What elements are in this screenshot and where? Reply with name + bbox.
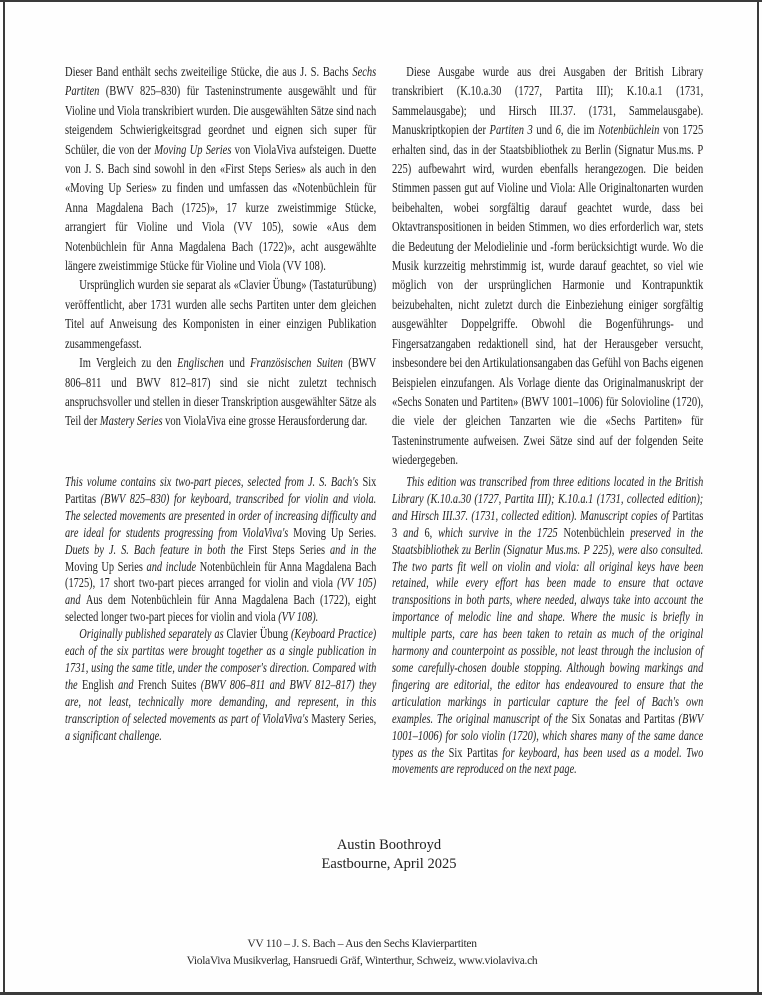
text-run: Englischen (177, 356, 224, 372)
text-run: Six Partitas (448, 744, 503, 760)
text-run: Partitas 3 (392, 507, 704, 540)
text-run: Sechs Partiten (65, 65, 377, 100)
text-run: a significant challenge. (65, 727, 162, 743)
text-run: (VV 108). (278, 609, 319, 625)
text-run: Französischen Suiten (250, 356, 343, 372)
text-run: von ViolaViva eine grosse Herausforderung dar. (162, 414, 368, 430)
english-column-right (392, 474, 705, 820)
text-run: (BWV 1001–1006) for solo violin (1720), which shares many of the same dance types as the (392, 710, 704, 760)
text-run: (BWV 806–811 and BWV 812–817) they are, not least, technically more demanding, and represent, in this transcription of selected movements as part of ViolaViva's (65, 676, 377, 726)
text-run: (BWV 825–830) for keyboard, transcribed for violin and viola. The selected movements are presented in order of increasing difficulty and are ideal for students progressing from ViolaViva's (65, 490, 377, 540)
paragraph (65, 626, 376, 744)
german-column-left (65, 63, 376, 474)
text-run: (BWV 806–811 und BWV 812–817) sind sie nicht zuletzt technisch anspruchsvoller und stellen in dieser Transkription ausgewählter Sätze als Teil der (65, 356, 377, 430)
text-run: (BWV 825–830) für Tasteninstrumente ausgewählt und für Violine und Viola transkribiert wurden. Die ausgewählten Sätze sind nach steigendem Schwierigkeitsgrad geordnet und eignen sich super für Schüler, die von der (65, 84, 377, 158)
text-run: preserved in the Staatsbibliothek zu Berlin (Signatur Mus.ms. P 225), were also consulted. The two parts fit well on violin and viola: all original keys have been retained, while every effort has been made to ensure that octave transpositions in both parts, where needed, always take into account the importance of melodic line and shape. Where the music is briefly in multiple parts, care has been taken to retain as much of the original harmony and counterpoint as possible, not least through the inclusion of some carefully-chosen double stopping. Although bowing markings and fingering are editorial, the editor has endeavoured to ensure that the articulation markings in particular capture the feel of Bach's own examples. The original manuscript of the (392, 524, 704, 726)
text-run: Partiten 3 (489, 123, 533, 139)
text-run: Six Partitas (65, 474, 377, 506)
english-column-left (65, 474, 376, 820)
scan-edge-top (0, 0, 762, 2)
paragraph (392, 63, 703, 471)
text-run: , die im (560, 123, 599, 139)
text-run: Six Sonatas and Partitas (571, 710, 679, 726)
text-run: 6 (555, 123, 561, 139)
english-preface-row (65, 474, 710, 820)
text-run: and (403, 524, 425, 540)
text-run: Mastery Series (99, 414, 163, 430)
paragraph (65, 474, 376, 626)
paragraph (65, 63, 376, 276)
text-run: and in the (329, 541, 377, 557)
paragraph (65, 276, 376, 354)
text-run: Clavier Übung (226, 626, 291, 642)
text-run: Mastery Series, (311, 710, 377, 726)
text-run: Notenbüchlein für Anna Magdalena Bach (1725), 17 short two-part pieces arranged for violin and viola (65, 558, 377, 591)
text-run: Originally published separately as (79, 626, 227, 642)
text-run: (VV 105) and (65, 575, 377, 608)
signature-name: Austin Boothroyd (336, 837, 442, 853)
text-run: Moving Up Series (154, 142, 232, 158)
text-run: French Suites (137, 676, 201, 692)
text-run: Aus dem Notenbüchlein für Anna Magdalena Bach (1722), eight selected longer two-part pieces for violin and viola (65, 592, 377, 625)
text-run: Diese Ausgabe wurde aus drei Ausgaben der British Library transkribiert (K.10.a.30 (1727, Partita III); K.10.a.1 (1731, Sammelausgabe); und Hirsch III.37. (1731, Sammelausgabe). Manuskriptkopien der (392, 65, 704, 139)
text-run: First Steps Series (248, 541, 330, 557)
scan-edge-left (3, 2, 5, 995)
text-run: and (118, 676, 138, 692)
text-run: English (82, 676, 119, 692)
text-run: Notenbüchlein (598, 123, 660, 139)
text-run: und (223, 356, 251, 372)
text-run: This volume contains six two-part pieces, selected from J. S. Bach's (65, 474, 363, 489)
text-run: 6, (424, 524, 439, 540)
signature-place-date: Eastbourne, April 2025 (321, 855, 457, 872)
text-run: von ViolaViva aufsteigen. Duette von J. S. Bach sind sowohl in den «First Steps Series» als auch in den «Moving Up Series» zu finden und umfassen das «Notenbüchlein für Anna Magdalena Bach (1725)», 17 kurze zweistimmige Stücke, arrangiert für Violine und Viola (VV 105), sowie «Aus dem Notenbüchlein für Anna Magdalena Bach (1722)», acht ausgewählte längere zweistimmige Stücke für Violine und Viola (VV 108). (65, 142, 377, 275)
footer-line-2: ViolaViva Musikverlag, Hansruedi Gräf, Winterthur, Schweiz, www.violaviva.ch (186, 955, 538, 967)
text-run: und (532, 123, 556, 139)
text-run: (Keyboard Practice) each of the six partitas were brought together as a single publication in 1731, using the same title, under the composer's direction. Compared with the (65, 626, 377, 692)
paragraph (392, 474, 703, 778)
paragraph (65, 354, 376, 432)
text-run: Duets by J. S. Bach feature in both the (65, 541, 249, 557)
german-column-right (392, 63, 705, 474)
footer (0, 936, 724, 970)
footer-line-1: VV 110 – J. S. Bach – Aus den Sechs Klavierpartiten (247, 938, 477, 950)
signature-block (65, 836, 713, 873)
text-run: Ursprünglich wurden sie separat als «Clavier Übung» (Tastaturübung) veröffentlicht, aber 1731 wurden alle sechs Partiten unter dem gleichen Titel auf Anweisung des Komponisten in einer einzigen Publikation zusammengefasst. (65, 278, 377, 352)
text-run: von 1725 erhalten sind, das in der Staatsbibliothek zu Berlin (Signatur Mus.ms. P 225) aufbewahrt wird, wurden ebenfalls herangezogen. Die beiden Stimmen passen gut auf Violine und Viola: Alle Originaltonarten wurden beibehalten, wobei sorgfältig darauf geachtet wurde, dass bei Oktavtranspositionen in beiden Stimmen, wo dies erforderlich war, stets die Bedeutung der Melodielinie und -form berücksichtigt wurde. Wo die Musik kurzzeitig mehrstimmig ist, wurde darauf geachtet, so viel wie möglich von der ursprünglichen Harmonie und Kontrapunktik beizubehalten, nicht zuletzt durch die Einbeziehung einiger sorgfältig ausgewählter Doppelgriffe. Obwohl die Bogenführungs- und Fingersatzangaben redaktionell sind, hat der Herausgeber versucht, insbesondere bei den Artikulationsangaben das Gefühl von Bachs eigenen Beispielen einzufangen. Als Vorlage diente das Originalmanuskript der «Sechs Sonaten und Partiten» (BWV 1001–1006) für Solovioline (1720), die viele der gleichen Tanzarten wie die «Sechs Partiten» für Tasteninstrumente aufweisen. Zwei Sätze sind auf der folgenden Seite wiedergegeben. (392, 123, 704, 469)
text-run: Im Vergleich zu den (79, 356, 178, 372)
german-preface-row (65, 63, 710, 474)
scan-edge-right (757, 0, 759, 995)
text-run: and include (146, 558, 200, 574)
text-run: Moving Up Series (65, 558, 147, 574)
text-run: Notenbüchlein (563, 524, 631, 540)
text-run: which survive in the 1725 (438, 524, 564, 540)
text-run: This edition was transcribed from three editions located in the British Library (K.10.a.30 (1727, Partita III); K.10.a.1 (1731, collected edition); and Hirsch III.37. (1731, collected edition). Manuscript copies of (392, 474, 704, 523)
text-run: Moving Up Series. (293, 524, 377, 540)
page-content (65, 63, 710, 873)
text-run: for keyboard, has been used as a model. Two movements are reproduced on the next page. (392, 744, 704, 777)
scan-edge-bottom (0, 992, 762, 995)
text-run: Dieser Band enthält sechs zweiteilige Stücke, die aus J. S. Bachs (65, 65, 353, 80)
